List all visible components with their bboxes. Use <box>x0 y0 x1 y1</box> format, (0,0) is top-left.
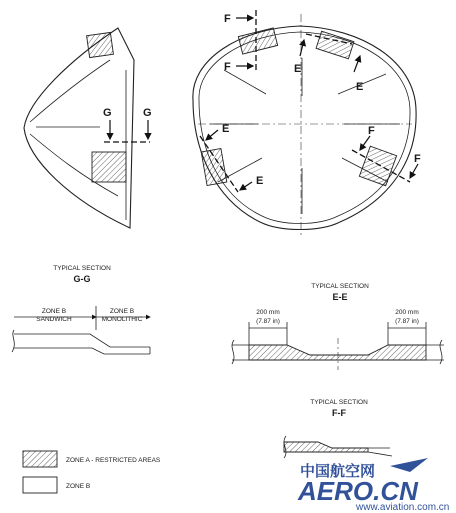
dim-left-mm: 200 mm <box>256 309 280 316</box>
legend-swatch-zone-b <box>23 477 57 493</box>
front-view-zone-a-top-right <box>316 31 354 59</box>
section-f-arrow-right-2 <box>410 164 418 178</box>
section-gg-profile <box>14 334 150 354</box>
legend <box>23 451 161 493</box>
front-view-zone-a-bottom-left <box>201 149 227 186</box>
section-ff-name: F-F <box>332 408 346 418</box>
section-e-marker-left-2: E <box>256 175 264 187</box>
side-view-zone-a-top <box>87 32 114 57</box>
side-view-zone-a-bottom <box>92 152 126 182</box>
zone-monolithic-label-1: ZONE B <box>109 308 135 315</box>
legend-swatch-zone-a <box>23 451 57 467</box>
section-gg <box>12 265 150 354</box>
section-ee-profile <box>249 345 426 360</box>
watermark-logo: AERO.CN <box>298 476 418 506</box>
front-view-zone-a-bottom-right <box>359 146 396 186</box>
side-view-outline <box>24 28 134 228</box>
dim-right-mm: 200 mm <box>395 309 419 316</box>
section-f-marker-right-2: F <box>414 153 421 165</box>
section-ff-profile <box>284 442 368 452</box>
legend-label-zone-b: ZONE B <box>66 483 91 490</box>
section-e-marker-left-1: E <box>222 123 230 135</box>
section-e-marker-top-2: E <box>356 81 364 93</box>
section-ee-name: E-E <box>332 292 348 302</box>
front-view <box>193 10 421 238</box>
legend-label-zone-a: ZONE A - RESTRICTED AREAS <box>66 457 161 464</box>
zone-sandwich-label-2: SANDWICH <box>36 316 72 323</box>
section-f-marker-top-1: F <box>224 13 231 25</box>
section-g-marker-left: G <box>103 107 112 119</box>
zone-sandwich-label-1: ZONE B <box>41 308 67 315</box>
section-ee-title: TYPICAL SECTION <box>311 283 369 290</box>
section-gg-title: TYPICAL SECTION <box>53 265 111 272</box>
watermark-swoosh-icon <box>390 458 428 472</box>
section-f-marker-top-2: F <box>224 61 231 73</box>
dim-left-in: (7.87 in) <box>256 318 280 325</box>
watermark <box>297 458 449 513</box>
side-view <box>24 28 152 228</box>
section-gg-name: G-G <box>73 274 91 284</box>
section-ff <box>284 399 392 458</box>
front-view-rib <box>224 70 266 94</box>
section-ff-title: TYPICAL SECTION <box>310 399 368 406</box>
section-e-arrow-left-2 <box>240 182 252 190</box>
dim-right-in: (7.87 in) <box>395 318 419 325</box>
section-ff-skin <box>368 448 392 456</box>
section-f-arrow-right-1 <box>360 136 370 150</box>
section-f-marker-right-1: F <box>368 125 375 137</box>
section-e-marker-top-1: E <box>294 63 302 75</box>
section-g-marker-right: G <box>143 107 152 119</box>
front-view-zone-a-top-left <box>238 28 277 54</box>
section-gg-break <box>12 330 14 352</box>
section-ee <box>232 283 444 370</box>
section-e-arrow-top-1 <box>300 40 304 56</box>
side-view-rib <box>30 60 110 122</box>
section-e-arrow-top-2 <box>354 56 360 72</box>
watermark-url: www.aviation.com.cn <box>356 502 450 513</box>
section-e-arrow-left-1 <box>206 130 218 140</box>
watermark-cn: 中国航空网 <box>300 462 376 480</box>
zone-monolithic-label-2: MONOLITHIC <box>101 316 143 323</box>
